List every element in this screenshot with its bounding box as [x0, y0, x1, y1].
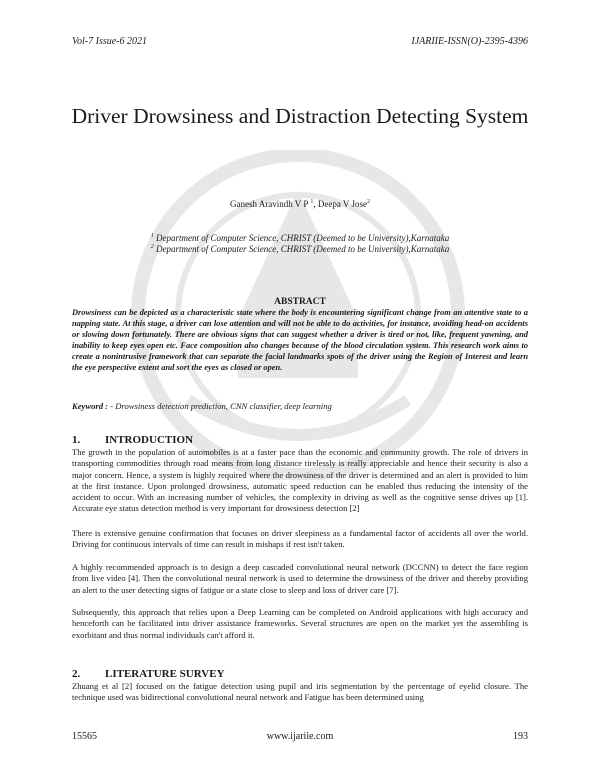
author-2-affiliation-mark: 2	[367, 199, 370, 205]
section-heading-literature-survey	[72, 668, 225, 680]
affiliation-1	[0, 233, 600, 243]
affiliation-2	[0, 244, 600, 254]
introduction-paragraph-4: Subsequently, this approach that relies upon a Deep Learning can be completed on Android applications with high accuracy and henceforth can be facilitated into driver assistance frameworks. Several structures are open on the market yet the assembling is exorbitant and thus normal individuals can't afford it.	[72, 607, 528, 640]
author-name-2: Deepa V Jose	[317, 199, 367, 209]
author-name-1: Ganesh Aravindh V P	[229, 199, 309, 209]
section-title: INTRODUCTION	[105, 434, 194, 446]
affiliation-1-text: Department of Computer Science, CHRIST (Deemed to be University),Karnataka	[155, 233, 450, 243]
keywords-text: Drowsiness detection prediction, CNN classifier, deep learning	[113, 401, 332, 411]
header-issn: IJARIIE-ISSN(O)-2395-4396	[411, 36, 528, 47]
author-1-affiliation-mark: 1	[310, 199, 314, 205]
footer-paper-id: 15565	[72, 731, 97, 742]
header-volume-issue: Vol-7 Issue-6 2021	[72, 36, 147, 47]
section-number: 2.	[72, 668, 81, 680]
paper-title: Driver Drowsiness and Distraction Detecting System	[71, 104, 529, 128]
keywords-label: Keyword : -	[72, 401, 114, 411]
affiliation-2-mark: 2	[150, 244, 154, 250]
abstract-text: Drowsiness can be depicted as a characteristic state where the body is encountering significant change from an attentive state to a napping state. At this stage, a driver can lose attention and will not be able to do activities, for instance, avoiding head-on accidents or slowing down fortunately. There are obvious signs that can suggest whether a driver is tired or not, like, frequent yawning, and inability to keep eyes open etc. Face composition also changes because of the blood circulation system. This research work aims to create a nonintrusive framework that can separate the facial landmarks spots of the driver using the Region of Interest and learn the eye perspective extent and sort the eyes as closed or open.	[72, 308, 528, 372]
introduction-paragraph-1: The growth in the population of automobiles is at a faster pace than the economic and community growth. The role of drivers in transporting commodities through road means from long distance tirelessly is really appreciable and hence their security is also a major concern. Hence, a system is highly required where the drowsiness of the driver is determined and an alert is provided to him at the first instance. Upon prolonged drowsiness, automatic speed reduction can be enabled thus reducing the intensity of the accident to occur. With an increasing number of vehicles, the complexity in driving as well as the cognitive sense drives up [1]. Accurate eye status detection method is very important for drowsiness detection [2]	[72, 447, 528, 514]
author-line	[0, 199, 600, 209]
introduction-paragraph-2: There is extensive genuine confirmation that focuses on driver sleepiness as a fundamental factor of accidents all over the world. Driving for continuous intervals of time can result in mishaps if rest isn't taken.	[72, 528, 528, 550]
section-number: 1.	[72, 434, 81, 446]
keywords	[72, 401, 528, 411]
author-separator: ,	[313, 199, 318, 209]
literature-survey-paragraph-1: Zhuang et al [2] focused on the fatigue detection using pupil and iris segmentation by the percentage of eyelid closure. The technique used was bidirectional convolutional neural network and Fatigue has been determined using	[72, 681, 528, 703]
footer-page-number: 193	[513, 731, 528, 742]
section-heading-introduction	[72, 434, 193, 446]
footer-website[interactable]: www.ijariie.com	[266, 731, 334, 742]
abstract-heading: ABSTRACT	[274, 297, 326, 307]
introduction-paragraph-3: A highly recommended approach is to design a deep cascaded convolutional neural network (DCCNN) to detect the face region from live video [4]. Then the convolutional neural network is used to determine the drowsiness of the driver and thereby providing an alert to the user detecting signs of fatigue or a state close to sleep and loss of driver care [7].	[72, 562, 528, 595]
affiliation-2-text: Department of Computer Science, CHRIST (Deemed to be University),Karnataka	[155, 244, 450, 254]
affiliation-1-mark: 1	[150, 233, 154, 239]
section-title: LITERATURE SURVEY	[105, 668, 225, 680]
